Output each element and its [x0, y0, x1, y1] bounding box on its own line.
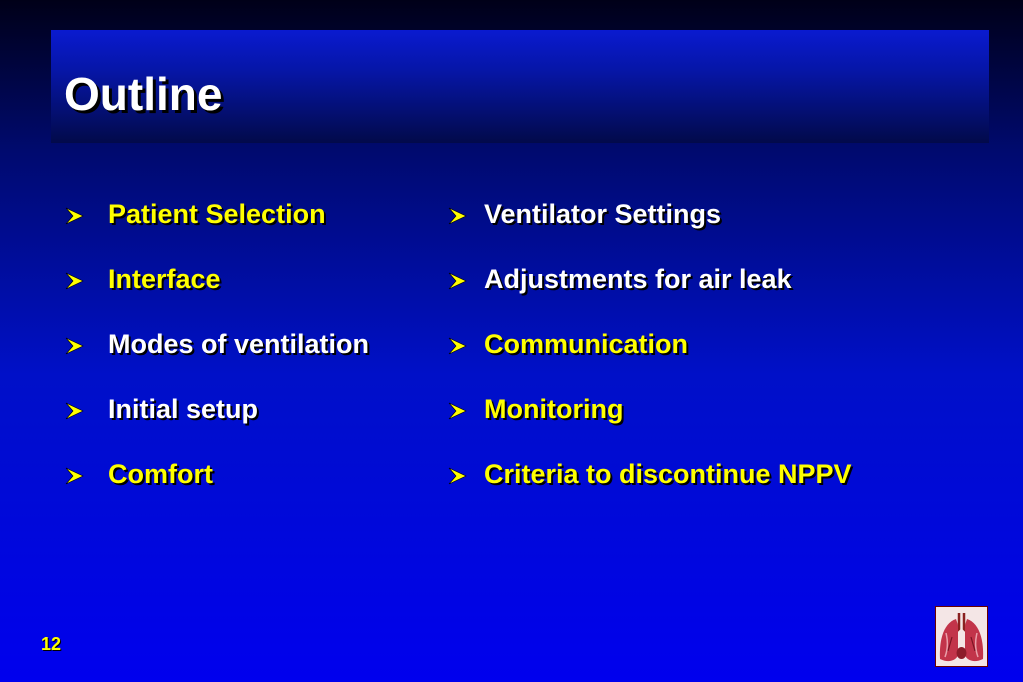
outline-item-label: Monitoring: [484, 394, 624, 424]
outline-item: [447, 193, 852, 258]
outline-right-column: [447, 193, 852, 518]
arrowhead-bullet-icon: [64, 402, 84, 420]
slide-number: 12: [41, 634, 62, 654]
arrowhead-bullet-icon: [64, 337, 84, 355]
outline-item: [64, 193, 369, 258]
outline-item: [447, 388, 852, 453]
arrowhead-bullet-icon: [447, 467, 467, 485]
slide-title: Outline: [64, 68, 223, 120]
outline-item: [447, 323, 852, 388]
outline-item-label: Initial setup: [108, 394, 259, 424]
arrowhead-bullet-icon: [447, 337, 467, 355]
arrowhead-bullet-icon: [64, 467, 84, 485]
outline-item-label: Ventilator Settings: [484, 199, 722, 229]
outline-item-label: Criteria to discontinue NPPV: [484, 459, 852, 489]
outline-item: [447, 453, 852, 518]
outline-item: [64, 258, 369, 323]
lungs-logo-icon: [935, 606, 988, 667]
arrowhead-bullet-icon: [64, 207, 84, 225]
arrowhead-bullet-icon: [64, 272, 84, 290]
arrowhead-bullet-icon: [447, 272, 467, 290]
outline-item-label: Communication: [484, 329, 689, 359]
outline-item-label: Adjustments for air leak: [484, 264, 792, 294]
outline-item: [447, 258, 852, 323]
outline-item: [64, 323, 369, 388]
outline-left-column: [64, 193, 369, 518]
outline-item-label: Modes of ventilation: [108, 329, 370, 359]
arrowhead-bullet-icon: [447, 207, 467, 225]
outline-item-label: Comfort: [108, 459, 213, 489]
arrowhead-bullet-icon: [447, 402, 467, 420]
outline-item-label: Patient Selection: [108, 199, 326, 229]
outline-item-label: Interface: [108, 264, 221, 294]
lungs-logo-graphic: [936, 607, 987, 666]
outline-item: [64, 388, 369, 453]
outline-item: [64, 453, 369, 518]
